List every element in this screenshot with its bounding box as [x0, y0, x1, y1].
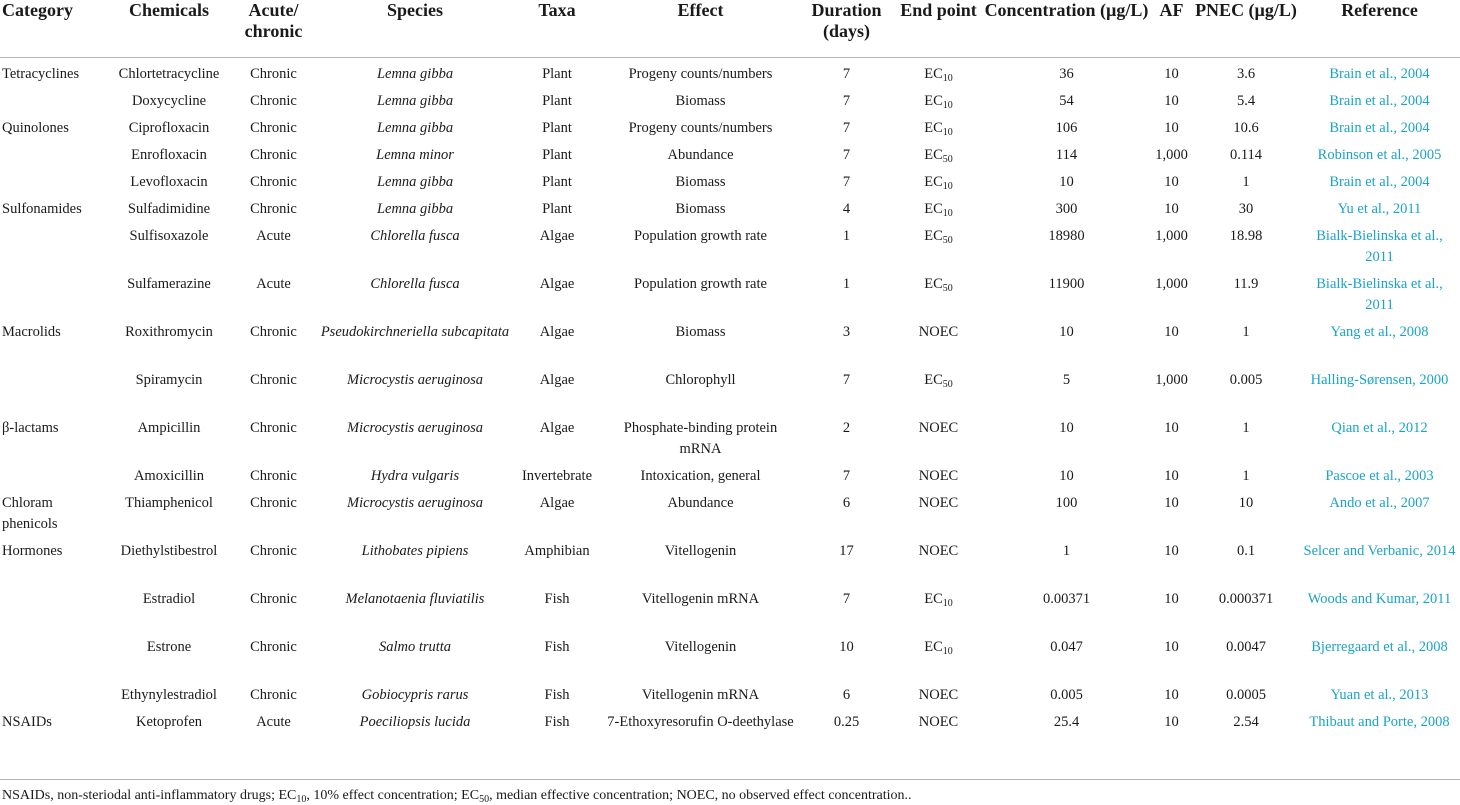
cell-end-point	[894, 364, 983, 412]
cell-duration: 10	[839, 638, 854, 655]
cell-reference[interactable]: Selcer and Verbanic, 2014	[1303, 542, 1456, 559]
cell-category	[0, 139, 109, 166]
cell-effect: Vitellogenin mRNA	[641, 590, 760, 607]
cell-taxa: Plant	[542, 146, 572, 163]
cell-chemical: Ethynylestradiol	[121, 686, 217, 703]
cell-acute-chronic: Chronic	[250, 371, 297, 388]
cell-species: Lemna gibba	[376, 119, 454, 136]
end-point-subscript: 10	[942, 645, 953, 657]
cell-species: Chlorella fusca	[370, 275, 460, 292]
cell-end-point	[894, 57, 983, 85]
cell-taxa: Fish	[544, 638, 570, 655]
cell-pnec: 1	[1242, 467, 1250, 484]
cell-taxa: Fish	[544, 686, 570, 703]
cell-acute-chronic: Chronic	[250, 119, 297, 136]
cell-reference[interactable]: Bjerregaard et al., 2008	[1311, 638, 1448, 655]
cell-end-point	[894, 487, 983, 535]
cell-chemical: Ampicillin	[137, 419, 201, 436]
cell-category	[0, 220, 109, 268]
cell-chemical: Levofloxacin	[130, 173, 208, 190]
cell-end-point	[894, 583, 983, 631]
cell-af: 10	[1164, 467, 1179, 484]
cell-taxa: Algae	[539, 494, 575, 511]
header-effect: Effect	[602, 0, 799, 57]
cell-category: Sulfonamides	[2, 200, 82, 217]
cell-af: 10	[1164, 686, 1179, 703]
end-point-base: EC	[924, 200, 943, 217]
cell-pnec: 0.0047	[1226, 638, 1266, 655]
cell-pnec: 3.6	[1236, 65, 1256, 82]
cell-af: 10	[1164, 638, 1179, 655]
header-acute-chronic: Acute/ chronic	[229, 0, 318, 57]
cell-duration: 7	[842, 65, 851, 82]
header-end-point: End point	[894, 0, 983, 57]
cell-acute-chronic: Chronic	[250, 200, 297, 217]
cell-category	[0, 631, 109, 679]
cell-chemical: Diethylstibestrol	[120, 542, 218, 559]
cell-effect: Biomass	[675, 200, 726, 217]
header-duration: Duration (days)	[799, 0, 894, 57]
footnote-sub1: 10	[296, 794, 307, 805]
cell-acute-chronic: Acute	[256, 713, 291, 730]
cell-end-point	[894, 631, 983, 679]
cell-af: 10	[1164, 494, 1179, 511]
footnote-part1: NSAIDs, non-steriodal anti-inflammatory drugs; EC	[2, 788, 297, 803]
cell-duration: 6	[842, 686, 851, 703]
cell-concentration: 0.047	[1050, 638, 1083, 655]
cell-reference[interactable]: Ando et al., 2007	[1329, 494, 1430, 511]
table-row	[0, 139, 1460, 166]
cell-acute-chronic: Chronic	[250, 146, 297, 163]
end-point-base: NOEC	[918, 419, 959, 436]
cell-pnec: 0.114	[1229, 146, 1263, 163]
cell-af: 10	[1164, 419, 1179, 436]
cell-concentration: 1	[1062, 542, 1071, 559]
end-point-base: EC	[924, 119, 943, 136]
table-row	[0, 679, 1460, 706]
cell-concentration: 36	[1059, 65, 1074, 82]
table-row	[0, 364, 1460, 412]
cell-species: Gobiocypris rarus	[361, 686, 469, 703]
end-point-base: EC	[924, 146, 943, 163]
table-row	[0, 412, 1460, 460]
cell-category: Macrolids	[2, 323, 61, 340]
table-row	[0, 583, 1460, 631]
cell-end-point	[894, 316, 983, 364]
cell-af: 10	[1164, 119, 1179, 136]
cell-concentration: 18980	[1048, 227, 1085, 244]
cell-category: Quinolones	[2, 119, 69, 136]
cell-category	[0, 268, 109, 316]
cell-end-point	[894, 679, 983, 706]
cell-concentration: 25.4	[1053, 713, 1080, 730]
cell-reference[interactable]: Pascoe et al., 2003	[1325, 467, 1434, 484]
cell-category	[0, 460, 109, 487]
table-row	[0, 535, 1460, 583]
cell-duration: 2	[842, 419, 851, 436]
header-pnec: PNEC (µg/L)	[1193, 0, 1299, 57]
cell-species: Lithobates pipiens	[361, 542, 469, 559]
cell-end-point	[894, 535, 983, 583]
end-point-base: EC	[924, 638, 943, 655]
cell-end-point	[894, 112, 983, 139]
cell-concentration: 300	[1055, 200, 1078, 217]
cell-af: 10	[1164, 200, 1179, 217]
table-row	[0, 220, 1460, 268]
cell-concentration: 114	[1055, 146, 1078, 163]
cell-species: Lemna gibba	[376, 65, 454, 82]
cell-af: 1,000	[1155, 227, 1188, 244]
cell-species: Poeciliopsis lucida	[359, 713, 471, 730]
cell-acute-chronic: Chronic	[250, 638, 297, 655]
end-point-subscript: 10	[942, 207, 953, 219]
cell-duration: 6	[842, 494, 851, 511]
cell-effect: Biomass	[675, 323, 726, 340]
cell-pnec: 0.005	[1229, 371, 1263, 388]
cell-pnec: 0.0005	[1226, 686, 1266, 703]
cell-duration: 7	[842, 92, 851, 109]
cell-effect: Phosphate-binding protein mRNA	[623, 419, 778, 457]
cell-duration: 7	[842, 173, 851, 190]
cell-concentration: 100	[1055, 494, 1078, 511]
header-af: AF	[1150, 0, 1193, 57]
end-point-base: EC	[924, 173, 943, 190]
end-point-base: NOEC	[918, 467, 959, 484]
cell-pnec: 1	[1242, 323, 1250, 340]
end-point-subscript: 10	[942, 99, 953, 111]
footnote-sub2: 50	[479, 794, 490, 805]
cell-duration: 1	[842, 227, 851, 244]
end-point-base: NOEC	[918, 323, 959, 340]
cell-acute-chronic: Chronic	[250, 494, 297, 511]
cell-af: 1,000	[1155, 275, 1188, 292]
cell-acute-chronic: Chronic	[250, 173, 297, 190]
end-point-base: EC	[924, 275, 943, 292]
cell-effect: Biomass	[675, 173, 726, 190]
cell-chemical: Sulfadimidine	[127, 200, 211, 217]
cell-category: β-lactams	[2, 419, 59, 436]
cell-pnec: 10	[1238, 494, 1254, 511]
header-row	[0, 0, 1460, 57]
cell-species: Lemna gibba	[376, 173, 454, 190]
cell-duration: 7	[842, 119, 851, 136]
cell-acute-chronic: Chronic	[250, 323, 297, 340]
cell-effect: Vitellogenin	[664, 638, 737, 655]
cell-chemical: Doxycycline	[131, 92, 207, 109]
cell-concentration: 10	[1059, 419, 1074, 436]
cell-end-point	[894, 139, 983, 166]
cell-end-point	[894, 85, 983, 112]
cell-concentration: 10	[1059, 173, 1074, 190]
cell-concentration: 11900	[1048, 275, 1085, 292]
cell-pnec: 0.000371	[1218, 590, 1274, 607]
cell-category	[0, 166, 109, 193]
cell-chemical: Enrofloxacin	[131, 146, 207, 163]
end-point-subscript: 10	[942, 180, 953, 192]
cell-acute-chronic: Chronic	[250, 542, 297, 559]
end-point-base: NOEC	[918, 494, 959, 511]
cell-category	[0, 364, 109, 412]
cell-chemical: Sulfisoxazole	[129, 227, 209, 244]
cell-effect: Biomass	[675, 92, 726, 109]
cell-effect: Chlorophyll	[665, 371, 736, 388]
cell-chemical: Thiamphenicol	[125, 494, 213, 511]
cell-taxa: Algae	[539, 419, 575, 436]
cell-species: Chlorella fusca	[370, 227, 460, 244]
cell-species: Lemna gibba	[376, 92, 454, 109]
table-row	[0, 487, 1460, 535]
cell-pnec: 10.6	[1233, 119, 1259, 136]
cell-category	[0, 679, 109, 706]
cell-category: Tetracyclines	[2, 65, 80, 82]
cell-pnec: 2.54	[1233, 713, 1259, 730]
table-row	[0, 316, 1460, 364]
cell-acute-chronic: Chronic	[250, 686, 297, 703]
cell-chemical: Chlortetracycline	[118, 65, 220, 82]
cell-acute-chronic: Acute	[256, 227, 291, 244]
cell-duration: 7	[842, 467, 851, 484]
end-point-subscript: 50	[942, 153, 953, 165]
table-row	[0, 631, 1460, 679]
cell-chemical: Roxithromycin	[125, 323, 213, 340]
cell-end-point	[894, 193, 983, 220]
table-row	[0, 268, 1460, 316]
cell-effect: Abundance	[667, 146, 734, 163]
cell-af: 10	[1164, 65, 1179, 82]
cell-reference[interactable]: Qian et al., 2012	[1331, 419, 1428, 436]
end-point-base: EC	[924, 371, 943, 388]
cell-duration: 7	[842, 590, 851, 607]
cell-effect: Vitellogenin mRNA	[641, 686, 760, 703]
cell-category: Hormones	[2, 542, 63, 559]
end-point-subscript: 50	[942, 234, 953, 246]
cell-reference[interactable]: Brain et al., 2004	[1329, 173, 1430, 190]
cell-taxa: Plant	[542, 119, 572, 136]
table-row	[0, 112, 1460, 139]
cell-taxa: Plant	[542, 200, 572, 217]
footnote-part2: , 10% effect concentration; EC	[306, 788, 480, 803]
cell-effect: Abundance	[667, 494, 734, 511]
cell-reference[interactable]: Bialk-Bielinska et al., 2011	[1316, 275, 1443, 313]
cell-effect: Population growth rate	[634, 275, 767, 292]
cell-effect: Progeny counts/numbers	[628, 119, 773, 136]
cell-duration: 17	[839, 542, 854, 559]
cell-pnec: 18.98	[1229, 227, 1263, 244]
header-concentration: Concentration (µg/L)	[983, 0, 1150, 57]
cell-reference[interactable]: Yang et al., 2008	[1330, 323, 1429, 340]
cell-taxa: Algae	[539, 323, 575, 340]
cell-species: Salmo trutta	[378, 638, 452, 655]
cell-reference[interactable]: Brain et al., 2004	[1329, 119, 1430, 136]
cell-duration: 3	[842, 323, 851, 340]
cell-concentration: 10	[1059, 467, 1074, 484]
table-row	[0, 85, 1460, 112]
cell-reference[interactable]: Brain et al., 2004	[1329, 92, 1430, 109]
cell-chemical: Estrone	[146, 638, 192, 655]
cell-acute-chronic: Chronic	[250, 65, 297, 82]
cell-concentration: 5	[1062, 371, 1071, 388]
cell-taxa: Plant	[542, 65, 572, 82]
cell-species: Microcystis aeruginosa	[347, 419, 483, 436]
end-point-subscript: 50	[942, 378, 953, 390]
cell-end-point	[894, 706, 983, 754]
cell-chemical: Estradiol	[142, 590, 196, 607]
cell-taxa: Algae	[539, 227, 575, 244]
end-point-base: NOEC	[918, 713, 959, 730]
cell-species: Melanotaenia fluviatilis	[345, 590, 485, 607]
cell-category: Chloram phenicols	[2, 494, 58, 532]
cell-acute-chronic: Chronic	[250, 419, 297, 436]
cell-chemical: Ketoprofen	[135, 713, 203, 730]
footnote-part3: , median effective concentration; NOEC, no observed effect concentration..	[489, 788, 912, 803]
cell-af: 10	[1164, 590, 1179, 607]
footnote	[2, 787, 912, 805]
end-point-subscript: 10	[942, 597, 953, 609]
cell-category	[0, 85, 109, 112]
end-point-base: EC	[924, 92, 943, 109]
cell-taxa: Fish	[544, 590, 570, 607]
cell-species: Lemna minor	[376, 146, 454, 163]
cell-end-point	[894, 268, 983, 316]
cell-taxa: Plant	[542, 92, 572, 109]
cell-reference[interactable]: Halling-Sørensen, 2000	[1310, 371, 1449, 388]
cell-chemical: Ciprofloxacin	[128, 119, 210, 136]
header-reference: Reference	[1299, 0, 1460, 57]
cell-chemical: Sulfamerazine	[127, 275, 211, 292]
cell-effect: Intoxication, general	[640, 467, 761, 484]
cell-af: 10	[1164, 713, 1179, 730]
cell-concentration: 106	[1055, 119, 1078, 136]
cell-duration: 7	[842, 371, 851, 388]
cell-reference[interactable]: Brain et al., 2004	[1329, 65, 1430, 82]
cell-species: Pseudokirchneriella subcapitata	[320, 323, 510, 340]
cell-category: NSAIDs	[2, 713, 52, 730]
cell-species: Microcystis aeruginosa	[347, 494, 483, 511]
table-body	[0, 57, 1460, 754]
cell-category	[0, 583, 109, 631]
cell-taxa: Algae	[539, 275, 575, 292]
cell-af: 10	[1164, 92, 1179, 109]
table-row	[0, 193, 1460, 220]
cell-af: 10	[1164, 542, 1179, 559]
table-row	[0, 166, 1460, 193]
cell-taxa: Invertebrate	[521, 467, 593, 484]
cell-af: 1,000	[1155, 146, 1188, 163]
header-taxa: Taxa	[512, 0, 602, 57]
cell-reference[interactable]: Robinson et al., 2005	[1317, 146, 1442, 163]
cell-concentration: 10	[1059, 323, 1074, 340]
cell-af: 1,000	[1155, 371, 1188, 388]
cell-reference[interactable]: Thibaut and Porte, 2008	[1309, 713, 1450, 730]
cell-effect: 7-Ethoxyresorufin O-deethylase	[607, 713, 794, 730]
cell-taxa: Plant	[542, 173, 572, 190]
end-point-base: EC	[924, 590, 943, 607]
cell-acute-chronic: Chronic	[250, 590, 297, 607]
cell-concentration: 54	[1059, 92, 1074, 109]
table-row	[0, 706, 1460, 754]
cell-reference[interactable]: Bialk-Bielinska et al., 2011	[1316, 227, 1443, 265]
cell-pnec: 30	[1238, 200, 1254, 217]
cell-chemical: Amoxicillin	[133, 467, 205, 484]
end-point-base: EC	[924, 227, 943, 244]
cell-duration: 4	[842, 200, 851, 217]
cell-reference[interactable]: Woods and Kumar, 2011	[1307, 590, 1452, 607]
cell-taxa: Amphibian	[524, 542, 590, 559]
end-point-subscript: 10	[942, 72, 953, 84]
cell-acute-chronic: Chronic	[250, 467, 297, 484]
cell-pnec: 1	[1242, 173, 1250, 190]
cell-taxa: Algae	[539, 371, 575, 388]
cell-concentration: 0.005	[1050, 686, 1083, 703]
cell-acute-chronic: Acute	[256, 275, 291, 292]
table-row	[0, 460, 1460, 487]
end-point-base: EC	[924, 65, 943, 82]
cell-af: 10	[1164, 173, 1179, 190]
header-category: Category	[0, 0, 109, 57]
cell-duration: 7	[842, 146, 851, 163]
table-row	[0, 57, 1460, 85]
cell-end-point	[894, 412, 983, 460]
cell-reference[interactable]: Yuan et al., 2013	[1330, 686, 1429, 703]
cell-taxa: Fish	[544, 713, 570, 730]
end-point-subscript: 50	[942, 282, 953, 294]
cell-end-point	[894, 220, 983, 268]
cell-duration: 1	[842, 275, 851, 292]
header-chemicals: Chemicals	[109, 0, 229, 57]
cell-end-point	[894, 166, 983, 193]
cell-pnec: 5.4	[1236, 92, 1256, 109]
cell-end-point	[894, 460, 983, 487]
cell-effect: Population growth rate	[634, 227, 767, 244]
cell-species: Microcystis aeruginosa	[347, 371, 483, 388]
cell-af: 10	[1164, 323, 1179, 340]
bottom-rule	[0, 779, 1460, 780]
cell-effect: Progeny counts/numbers	[628, 65, 773, 82]
cell-duration: 0.25	[833, 713, 860, 730]
cell-chemical: Spiramycin	[135, 371, 203, 388]
cell-species: Lemna gibba	[376, 200, 454, 217]
end-point-base: NOEC	[918, 686, 959, 703]
cell-pnec: 0.1	[1236, 542, 1256, 559]
end-point-base: NOEC	[918, 542, 959, 559]
cell-reference[interactable]: Yu et al., 2011	[1337, 200, 1422, 217]
cell-concentration: 0.00371	[1042, 590, 1091, 607]
cell-effect: Vitellogenin	[664, 542, 737, 559]
header-species: Species	[318, 0, 512, 57]
cell-acute-chronic: Chronic	[250, 92, 297, 109]
cell-pnec: 11.9	[1233, 275, 1259, 292]
cell-species: Hydra vulgaris	[370, 467, 460, 484]
end-point-subscript: 10	[942, 126, 953, 138]
cell-pnec: 1	[1242, 419, 1250, 436]
